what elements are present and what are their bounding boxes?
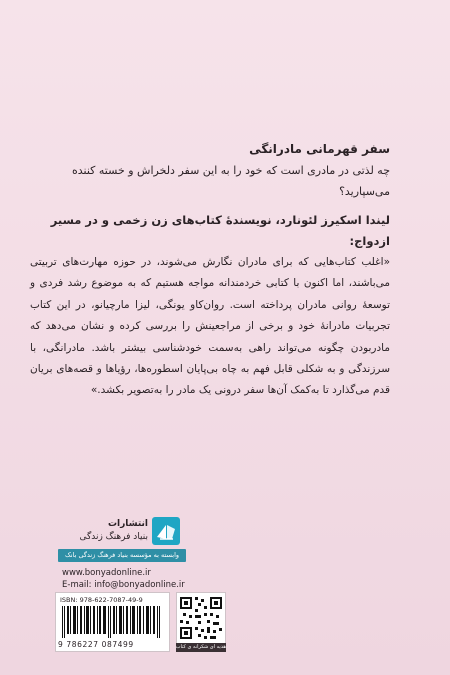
cover-question: چه لذتی در مادری است که خود را به این سفر دلخراش و خسته کننده می‌سپارید؟ — [72, 164, 390, 198]
qr-code[interactable] — [176, 592, 226, 644]
quote-title: لیندا اسکیرز لئونارد، نویسندهٔ کتاب‌های زن زخمی و در مسیر ازدواج: — [50, 213, 390, 248]
isbn-barcode — [55, 592, 170, 652]
publisher-name: انتشارات — [108, 519, 148, 529]
publisher-affiliation: وابسته به مؤسسه بنیاد فرهنگ زندگی بانک — [58, 549, 186, 562]
book-pages-icon — [152, 517, 180, 545]
publisher-email[interactable]: E-mail: info@bonyadonline.ir — [62, 580, 185, 590]
isbn-label: ISBN: 978-622-7087-49-9 — [60, 596, 143, 604]
publisher-subtitle: بنیاد فرهنگ زندگی — [79, 532, 148, 542]
quote-body: «اغلب کتاب‌هایی که برای مادران نگارش می‌شوند، در حوزه مهارت‌های تربیتی می‌باشند، اما اکنون با کتابی خردمندانه مواجه هستیم که به موضوع رشد فردی و توسعهٔ روانی مادران پرداخته است. روان‌کاو یونگی، لیزا مارچیانو، در این کتاب تجربیات مادرانهٔ خود و برخی از مراجعینش را بررسی کرده و نشان می‌دهد که مادربودن چگونه می‌تواند راهی به‌سمت خودشناسی بیشتر باشد. مادرانگی، با سرزندگی و به شکلی قابل فهم به چاه بی‌پایان اسطوره‌ها، رؤیاها و قصه‌های بریان قدم می‌گذارد تا به‌کمک آن‌ها سفر درونی یک مادر را به‌تصویر بکشد.» — [30, 256, 390, 397]
barcode-icon — [62, 606, 162, 638]
barcode-digits: 9 786227 087499 — [58, 640, 134, 649]
cover-heading: سفر قهرمانی مادرانگی — [249, 142, 390, 156]
publisher-website[interactable]: www.bonyadonline.ir — [62, 568, 151, 578]
qr-caption: هدیه ای شکرانه ی کتاب — [176, 644, 226, 650]
qr-code-icon — [177, 593, 225, 643]
